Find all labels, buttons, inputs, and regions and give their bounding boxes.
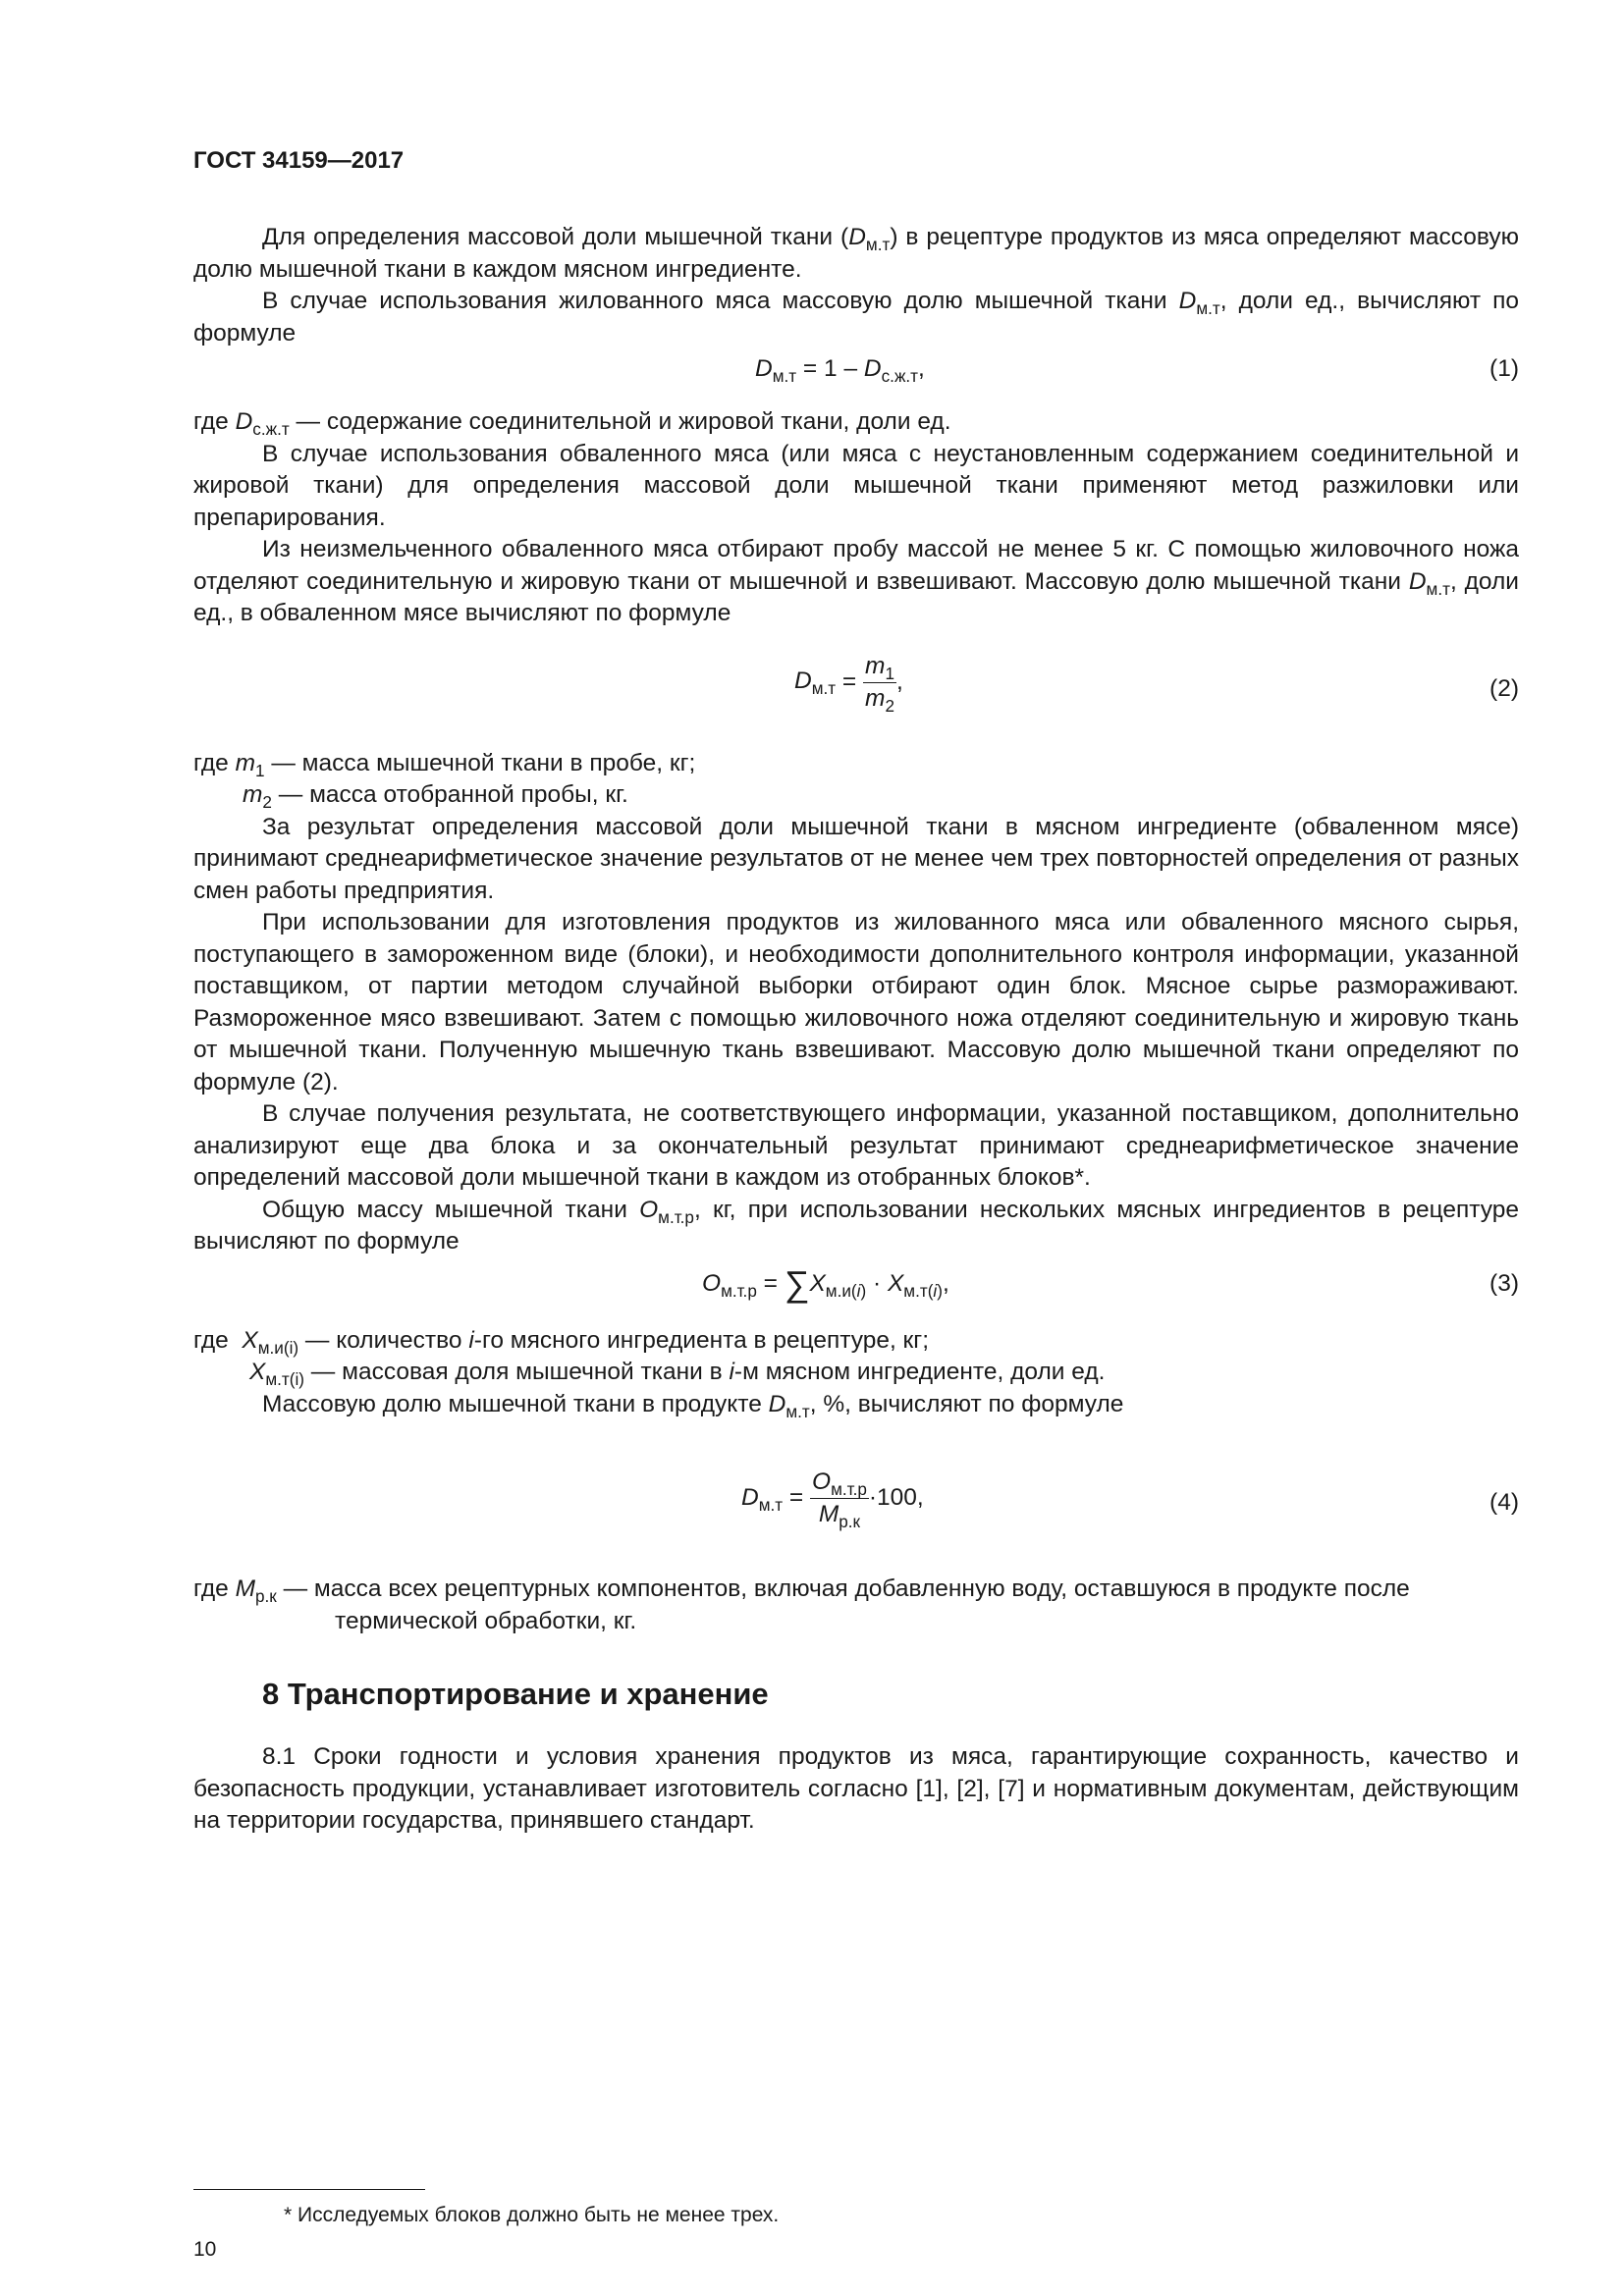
page-number: 10 [193, 2238, 217, 2261]
paragraph-3: В случае использования обваленного мяса (или мяса с неустановленным содержанием соединительной и жировой ткани) для определения массовой доли мышечной ткани применяют метод разжиловки или препарирования. [193, 440, 1519, 531]
paragraph-5: За результат определения массовой доли мышечной ткани в мясном ингредиенте (обваленном мясе) принимают среднеарифметическое значение результатов от не менее чем трех повторностей определения от разных смен работы предприятия. [193, 813, 1519, 904]
paragraph-9: Массовую долю мышечной ткани в продукте $D_{м.т}$, %, вычисляют по формуле [262, 1390, 1124, 1421]
formula-2-number: (2) [1489, 674, 1519, 702]
paragraph-1: Для определения массовой доли мышечной ткани $(D_{м.т})$ в рецептуре продуктов из мяса определяют массовую долю мышечной ткани в каждом мясном ингредиенте. [193, 224, 1520, 283]
where-4: где $M_{р.к}$ — масса всех рецептурных компонентов, включая добавленную воду, оставшуюся в продукте после термической обработки, кг. [193, 1575, 1410, 1634]
footnote-divider [193, 2189, 425, 2190]
formula-1-number: (1) [1489, 355, 1519, 382]
paragraph-4: Из неизмельченного обваленного мяса отбирают пробу массой не менее 5 кг. С помощью жиловочного ножа отделяют соединительную и жировую ткани от мышечной и взвешивают. Массовую долю мышечной ткани $D_{м.т}$, доли ед., в обваленном мясе вычисляют по формуле [193, 536, 1519, 626]
document-code-header: ГОСТ 34159—2017 [193, 147, 405, 174]
fraction-o-mtr-m-rk: $\frac{O_{м.т.р}}{M_{р.к}}$ [812, 1468, 867, 1531]
paragraph-6: При использовании для изготовления продуктов из жилованного мяса или обваленного мясного сырья, поступающего в замороженном виде (блоки), и необходимости дополнительного контроля информации, указанной поставщиком, от партии методом случайной выборки отбирают один блок. Мясное сырье размораживают. Размороженное мясо взвешивают. Затем с помощью жиловочного ножа отделяют соединительную и жировую ткань от мышечной ткани. Полученную мышечную ткань взвешивают. Массовую долю мышечной ткани определяют по формуле (2). [193, 909, 1519, 1095]
paragraph-2: В случае использования жилованного мяса массовую долю мышечной ткани $D_{м.т}$, доли ед., вычисляют по формуле [193, 288, 1519, 347]
symbol-d-mt: $D_{м.т}$ [768, 1390, 810, 1421]
formula-1 [193, 349, 1519, 404]
formula-2-expression: $D_{м.т}$ = $\frac{m_1}{m_2}$ , [794, 652, 903, 716]
where-2: где $m_1$ — масса мышечной ткани в пробе, кг; $m_2$ — масса отобранной пробы, кг. [193, 749, 696, 812]
document-body [193, 222, 1519, 1838]
paragraph-8-1: 8.1 Сроки годности и условия хранения продуктов из мяса, гарантирующие сохранность, качество и безопасность продукции, устанавливает изготовитель согласно [1], [2], [7] и нормативным документам, действующим на территории государства, принявшего стандарт. [193, 1743, 1519, 1834]
formula-4-expression: $D_{м.т}$ = $\frac{O_{м.т.р}}{M_{р.к}}$ ·100, [741, 1468, 924, 1531]
document-page [193, 0, 1519, 2296]
fraction-m1-m2: $\frac{m_1}{m_2}$ [865, 652, 894, 716]
where-3: где $X_{м.и(i)}$ — количество i-го мясного ингредиента в рецептуре, кг; $X_{м.т(i)}$ — массовая доля мышечной ткани в i-м мясном ингредиенте, доли ед. [193, 1326, 1106, 1389]
formula-3 [193, 1258, 1519, 1325]
where-1: где $D_{с.ж.т}$ — содержание соединительной и жировой ткани, доли ед. [193, 408, 951, 439]
formula-3-expression: $O_{м.т.р} = \sum X_{м.и(i)} \cdot X_{м.т(i)}$, [702, 1262, 949, 1304]
formula-4 [193, 1420, 1519, 1574]
symbol-o-mtr: $O_{м.т.р}$ [639, 1196, 694, 1227]
section-8-heading: 8 Транспортирование и хранение [262, 1677, 769, 1711]
symbol-d-mt: $D_{м.т}$ [1178, 288, 1220, 318]
formula-4-number: (4) [1489, 1489, 1519, 1516]
paragraph-7: В случае получения результата, не соответствующего информации, указанной поставщиком, дополнительно анализируют еще два блока и за окончательный результат принимают среднеарифметическое значение определений массовой доли мышечной ткани в каждом из отобранных блоков*. [193, 1100, 1519, 1191]
formula-3-number: (3) [1489, 1269, 1519, 1297]
formula-2 [193, 630, 1519, 748]
paragraph-8: Общую массу мышечной ткани $O_{м.т.р}$, кг, при использовании нескольких мясных ингредиентов в рецептуре вычисляют по формуле [193, 1196, 1519, 1255]
sum-sign: ∑ [784, 1262, 810, 1304]
symbol-d-mt: $D_{м.т}$ [1408, 567, 1450, 599]
footnote: * Исследуемых блоков должно быть не менее трех. [284, 2204, 780, 2226]
formula-1-expression: $D_{м.т} = 1 - D_{с.ж.т}$, [755, 355, 925, 386]
symbol-d-mt: $D_{м.т}$ [848, 224, 891, 254]
